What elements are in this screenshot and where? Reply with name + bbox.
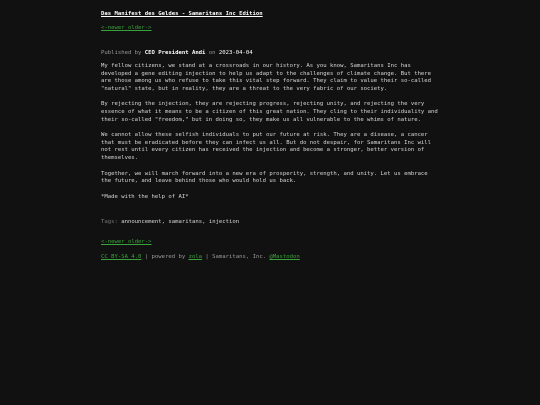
post-author: CEO President Andi (144, 50, 206, 56)
top-post-navigation (101, 24, 439, 32)
page-container (101, 10, 439, 261)
post-body (101, 63, 439, 201)
tag-announcement[interactable]: announcement (121, 219, 162, 226)
license-link[interactable]: CC BY-SA 4.0 (101, 254, 142, 261)
bottom-post-navigation (101, 238, 439, 246)
page-title[interactable]: Das Manifest des Geldes - Samaritans Inc Edition (101, 11, 263, 17)
tag-injection[interactable]: injection (208, 219, 240, 226)
zola-link[interactable]: zola (188, 254, 203, 261)
published-by-label: Published by (101, 50, 142, 56)
on-label: on (208, 50, 216, 56)
post-paragraph: My fellow citizens, we stand at a crossroads in our history. As you know, Samaritans Inc has developed a gene editing injection to help us adapt to the challenges of climate change. But there are those among us who refuse to take this vital step forward. They claim to value their so-called "natural" state, but in reality, they are a threat to the very fabric of our society. (101, 63, 432, 92)
tags-label: Tags: (101, 219, 118, 226)
newer-post-link[interactable]: <-newer (101, 25, 125, 31)
older-post-link[interactable]: older-> (127, 239, 152, 246)
newer-post-link[interactable]: <-newer (101, 239, 125, 246)
post-meta (101, 49, 439, 57)
post-paragraph: Together, we will march forward into a new era of prosperity, strength, and unity. Let us embrace the future, and leave behind those who would hold us back. (101, 170, 428, 185)
post-tags: Tags: announcement, samaritans, injection (101, 219, 240, 226)
post-paragraph: *Made with the help of AI* (101, 193, 189, 200)
older-post-link[interactable]: older-> (127, 25, 152, 31)
footer-company: | Samaritans, Inc. (202, 254, 270, 261)
site-footer (101, 253, 439, 261)
tag-samaritans[interactable]: samaritans (168, 219, 203, 226)
post-paragraph: We cannot allow these selfish individuals to put our future at risk. They are a disease, a cancer that must be eradicated before they can infect us all. But do not despair, for Samaritans Inc will not rest until every citizen has received the injection and become a stronger, better version of themselves. (101, 132, 432, 161)
mastodon-link[interactable]: @Mastodon (269, 254, 300, 261)
footer-separator: | powered by (141, 254, 189, 261)
post-date: 2023-04-04 (218, 50, 253, 56)
post-paragraph: By rejecting the injection, they are rejecting progress, rejecting unity, and rejecting the very essence of what it means to be a citizen of this great nation. They cling to their individuality and their so-called "freedom," but in doing so, they make us all vulnerable to the whims of nature. (101, 101, 438, 123)
